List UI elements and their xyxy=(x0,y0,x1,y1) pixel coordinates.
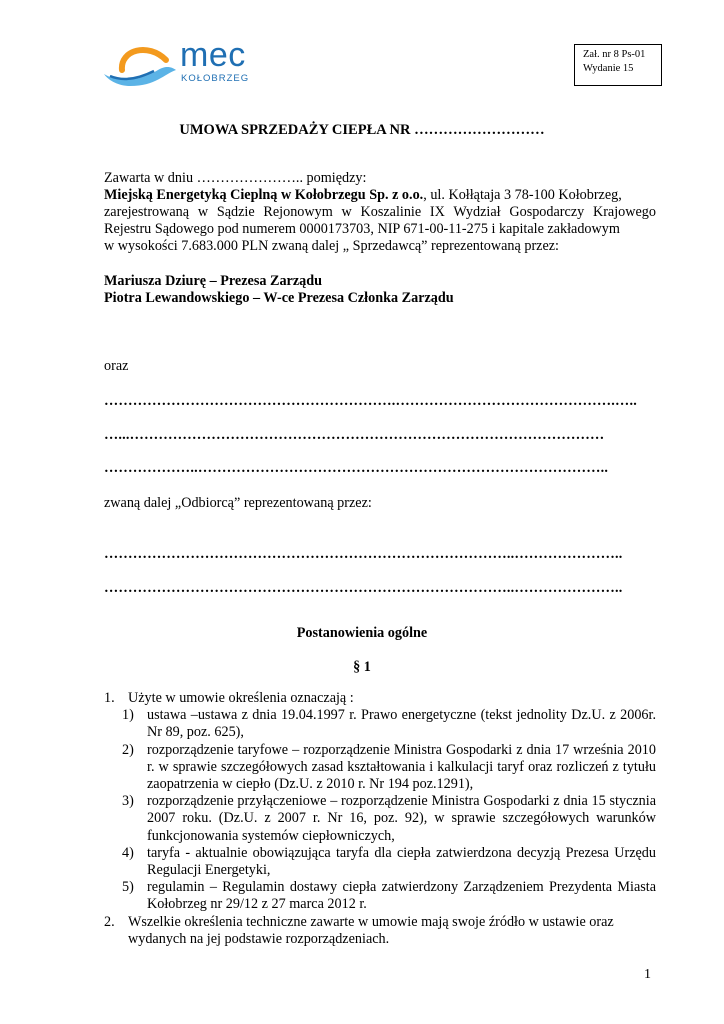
clause-item xyxy=(104,914,656,948)
subitem-number: 2) xyxy=(122,741,134,758)
logo-text: mec xyxy=(180,36,246,74)
reference-attachment: Zał. nr 8 Ps-01 xyxy=(583,49,646,60)
subitem-text: ustawa –ustawa z dnia 19.04.1997 r. Prawo energetyczne (tekst jednolity Dz.U. z 2006r. Nr 89, poz. 625), xyxy=(147,707,656,741)
clause-subitem xyxy=(104,742,656,794)
clause-number: 2. xyxy=(104,913,115,930)
intro-date-line: Zawarta w dniu ………………….. pomiędzy: xyxy=(104,170,367,186)
clause-subitem xyxy=(104,879,656,913)
subitem-text: rozporządzenie taryfowe – rozporządzenie Ministra Gospodarki z dnia 17 września 2010 r. w sprawie szczegółowych zasad kształtowania i kalkulacji taryf oraz rozliczeń z tytułu zaopatrzenia w ciepło (Dz.U. z 2010 r. Nr 194 poz.1291), xyxy=(147,741,656,793)
clause-subitem xyxy=(104,845,656,879)
recipient-address-field: …...……………………………………………………………………………………… xyxy=(104,427,605,443)
recipient-representative-field-1: …………………………………………………………………………..………………….. xyxy=(104,546,623,562)
intro-company-line xyxy=(104,187,622,204)
representative-2: Piotra Lewandowskiego – W-ce Prezesa Członka Zarządu xyxy=(104,290,454,306)
subitem-text: regulamin – Regulamin dostawy ciepła zatwierdzony Zarządzeniem Prezydenta Miasta Kołobrzeg nr 29/12 z 27 marca 2012 r. xyxy=(147,879,656,913)
paragraph-mark: § 1 xyxy=(353,659,371,675)
clause-text: Wszelkie określenia techniczne zawarte w umowie mają swoje źródło w ustawie oraz wydanych na jej podstawie rozporządzeniach. xyxy=(128,913,614,947)
section-title: Postanowienia ogólne xyxy=(296,625,428,641)
clause-item xyxy=(104,690,656,707)
recipient-name-field: …………………………………………………….……………………………………….….. xyxy=(104,393,637,409)
clause-subitem xyxy=(104,793,656,845)
recipient-representative-field-2: …………………………………………………………………………..………………….. xyxy=(104,580,623,596)
logo-subtext: KOŁOBRZEG xyxy=(181,73,250,84)
subitem-text: taryfa - aktualnie obowiązująca taryfa dla ciepła zatwierdzona decyzją Prezesa Urzędu Regulacji Energetyki, xyxy=(147,844,656,879)
seller-company-address: , ul. Kołłątaja 3 78-100 Kołobrzeg, xyxy=(423,187,622,203)
recipient-registry-field: ………………..………………………………………………………………………….. xyxy=(104,460,609,476)
seller-company-name: Miejską Energetyką Cieplną w Kołobrzegu Sp. z o.o. xyxy=(104,187,424,203)
subitem-number: 5) xyxy=(122,879,134,896)
clauses-list xyxy=(104,690,656,948)
document-reference-box xyxy=(574,44,662,86)
clause-number: 1. xyxy=(104,690,115,706)
oraz-text: oraz xyxy=(104,358,129,374)
subitem-number: 3) xyxy=(122,793,134,810)
intro-registration-line: zarejestrowaną w Sądzie Rejonowym w Koszalinie IX Wydział Gospodarczy Krajowego xyxy=(104,204,656,220)
clause-text: Użyte w umowie określenia oznaczają : xyxy=(128,690,354,706)
reference-edition: Wydanie 15 xyxy=(583,63,634,74)
representative-1: Mariusza Dziurę – Prezesa Zarządu xyxy=(104,273,323,289)
document-title: UMOWA SPRZEDAŻY CIEPŁA NR ……………………… xyxy=(179,122,545,138)
clause-subitem xyxy=(104,707,656,741)
subitem-number: 4) xyxy=(122,844,134,861)
subitem-text: rozporządzenie przyłączeniowe – rozporządzenie Ministra Gospodarki z dnia 15 stycznia 2007 roku. (Dz.U. z 2007 r. Nr 16, poz. 92), w sprawie szczegółowych warunków funkcjonowania systemów ciepłowniczych, xyxy=(147,793,656,844)
recipient-text: zwaną dalej „Odbiorcą” reprezentowaną przez: xyxy=(104,495,372,511)
intro-capital-line: w wysokości 7.683.000 PLN zwaną dalej „ Sprzedawcą” reprezentowaną przez: xyxy=(104,238,559,254)
intro-registry-line: Rejestru Sądowego pod numerem 0000173703, NIP 671-00-11-275 i kapitale zakładowym xyxy=(104,221,620,237)
subitem-number: 1) xyxy=(122,707,134,724)
page-number: 1 xyxy=(644,967,651,982)
